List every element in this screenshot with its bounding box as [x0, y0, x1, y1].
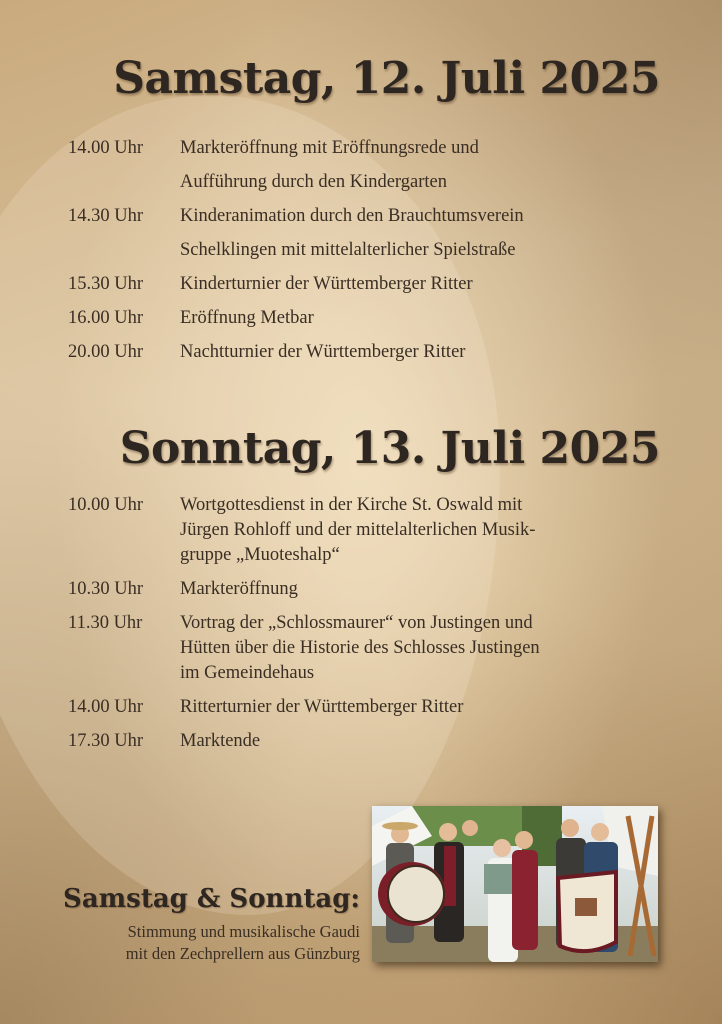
weekend-line: Stimmung und musikalische Gaudi — [127, 922, 360, 941]
band-photo — [372, 806, 658, 962]
event-time: 14.00 Uhr — [68, 138, 144, 158]
schedule-row — [68, 695, 628, 720]
weekend-title: Samstag & Sonntag: — [63, 884, 360, 914]
event-description: Wortgottesdienst in der Kirche St. Oswald mit — [180, 495, 523, 515]
event-description: Eröffnung Metbar — [180, 308, 314, 328]
schedule-row — [68, 131, 628, 199]
schedule-row — [68, 577, 628, 602]
event-description: Marktende — [180, 731, 261, 751]
event-description: gruppe „Muoteshalp“ — [180, 545, 340, 565]
event-description: Vortrag der „Schlossmaurer“ von Justingen und — [180, 613, 533, 633]
schedule-row — [68, 267, 628, 301]
schedule-row — [68, 611, 628, 686]
event-description: Markteröffnung — [180, 579, 298, 599]
weekend-line: mit den Zechprellern aus Günzburg — [125, 944, 360, 963]
event-time: 20.00 Uhr — [68, 342, 144, 362]
event-description: Markteröffnung mit Eröffnungsrede und — [180, 138, 479, 158]
event-description: Jürgen Rohloff und der mittelalterlichen Musik- — [180, 520, 536, 540]
event-description: Schelklingen mit mittelalterlicher Spielstraße — [180, 240, 516, 260]
saturday-schedule — [68, 131, 628, 369]
event-time: 15.30 Uhr — [68, 274, 144, 294]
event-time: 17.30 Uhr — [68, 731, 144, 751]
event-description: Ritterturnier der Württemberger Ritter — [180, 697, 464, 717]
event-time: 14.00 Uhr — [68, 697, 144, 717]
event-time: 10.30 Uhr — [68, 579, 144, 599]
weekend-description — [40, 921, 360, 965]
sunday-title: Sonntag, 13. Juli 2025 — [119, 423, 660, 474]
event-description: im Gemeindehaus — [180, 663, 315, 683]
saturday-title: Samstag, 12. Juli 2025 — [113, 53, 660, 104]
event-description: Hütten über die Historie des Schlosses Justingen — [180, 638, 540, 658]
schedule-row — [68, 493, 628, 568]
event-description: Kinderturnier der Württemberger Ritter — [180, 274, 473, 294]
event-time: 10.00 Uhr — [68, 495, 144, 515]
schedule-row — [68, 199, 628, 267]
schedule-row — [68, 729, 628, 754]
event-time: 14.30 Uhr — [68, 206, 144, 226]
schedule-row — [68, 301, 628, 335]
sunday-schedule — [68, 493, 628, 763]
schedule-row — [68, 335, 628, 369]
event-time: 11.30 Uhr — [68, 613, 143, 633]
event-time: 16.00 Uhr — [68, 308, 144, 328]
event-description: Aufführung durch den Kindergarten — [180, 172, 447, 192]
band-photo-illustration — [372, 806, 658, 962]
event-description: Nachtturnier der Württemberger Ritter — [180, 342, 466, 362]
event-description: Kinderanimation durch den Brauchtumsverein — [180, 206, 524, 226]
